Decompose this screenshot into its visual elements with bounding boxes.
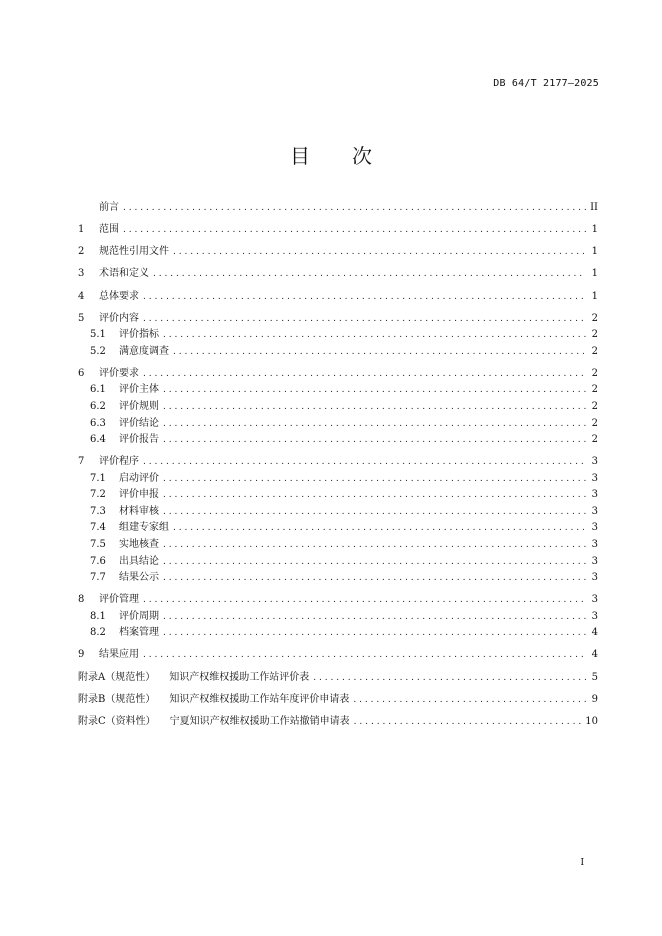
toc-entry-number: 附录B（规范性） bbox=[78, 693, 156, 705]
toc-entry-label: 评价内容 bbox=[99, 312, 139, 324]
toc-dot-leader bbox=[163, 609, 586, 625]
toc-entry-page: 2 bbox=[591, 434, 598, 446]
toc-entry-label: 知识产权维权援助工作站评价表 bbox=[169, 671, 310, 683]
toc-dot-leader bbox=[353, 692, 586, 708]
toc-entry[interactable] bbox=[78, 244, 598, 261]
toc-entry-page: 1 bbox=[591, 224, 598, 236]
toc-dot-leader bbox=[163, 399, 586, 415]
toc-entry-number: 7.4 bbox=[90, 522, 106, 534]
toc-entry-page: 2 bbox=[591, 345, 598, 357]
toc-entry-number: 4 bbox=[78, 290, 85, 302]
toc-dot-leader bbox=[163, 504, 586, 520]
toc-dot-leader bbox=[313, 670, 586, 686]
toc-entry-page: 4 bbox=[591, 649, 598, 661]
toc-entry-number: 6 bbox=[78, 367, 85, 379]
toc-entry-label: 评价报告 bbox=[119, 434, 159, 446]
toc-entry-number: 6.4 bbox=[90, 434, 106, 446]
toc-entry-label: 材料审核 bbox=[119, 505, 159, 517]
toc-dot-leader bbox=[143, 311, 586, 327]
toc-entry[interactable] bbox=[78, 647, 598, 664]
toc-dot-leader bbox=[173, 520, 586, 536]
toc-entry-label: 评价指标 bbox=[119, 329, 159, 341]
toc-entry-label: 评价周期 bbox=[119, 610, 159, 622]
toc-entry-number: 7.3 bbox=[90, 505, 106, 517]
toc-dot-leader bbox=[163, 570, 586, 586]
toc-dot-leader bbox=[354, 714, 582, 730]
toc-entry[interactable] bbox=[78, 416, 598, 433]
toc-dot-leader bbox=[153, 266, 586, 282]
toc-entry-number: 7.5 bbox=[90, 539, 106, 550]
toc-entry-number: 7.1 bbox=[90, 472, 106, 484]
toc-entry-label: 评价申报 bbox=[119, 489, 159, 501]
toc-entry-number: 1 bbox=[78, 224, 85, 236]
toc-entry[interactable] bbox=[78, 471, 598, 488]
toc-entry-label: 规范性引用文件 bbox=[99, 246, 169, 258]
toc-dot-leader bbox=[123, 222, 586, 238]
toc-entry[interactable] bbox=[78, 487, 598, 504]
toc-entry-page: 3 bbox=[591, 555, 598, 567]
toc-entry-number: 6.3 bbox=[90, 417, 106, 429]
toc-dot-leader bbox=[173, 344, 586, 360]
toc-entry[interactable] bbox=[78, 289, 598, 306]
toc-entry[interactable] bbox=[78, 344, 598, 361]
toc-entry-number: 6.2 bbox=[90, 401, 106, 413]
toc-entry[interactable] bbox=[78, 399, 598, 416]
toc-entry-label: 评价管理 bbox=[99, 594, 139, 606]
toc-entry-label: 档案管理 bbox=[119, 627, 159, 639]
toc-dot-leader bbox=[163, 625, 586, 641]
toc-dot-leader bbox=[163, 554, 586, 570]
toc-dot-leader bbox=[143, 454, 586, 470]
toc-entry[interactable] bbox=[78, 609, 598, 626]
toc-entry[interactable] bbox=[78, 592, 598, 609]
toc-entry[interactable] bbox=[78, 366, 598, 383]
toc-entry-page: 2 bbox=[591, 329, 598, 341]
toc-entry[interactable] bbox=[78, 714, 598, 731]
toc-dot-leader bbox=[143, 366, 586, 382]
table-of-contents bbox=[78, 200, 598, 730]
toc-dot-leader bbox=[123, 200, 586, 216]
toc-entry-label: 评价程序 bbox=[99, 456, 139, 468]
toc-dot-leader bbox=[163, 432, 586, 448]
toc-entry[interactable] bbox=[78, 432, 598, 449]
toc-entry-page: 3 bbox=[591, 572, 598, 584]
page-title bbox=[0, 140, 662, 169]
toc-entry[interactable] bbox=[78, 520, 598, 537]
toc-entry-page: 1 bbox=[591, 268, 598, 280]
toc-entry-label: 启动评价 bbox=[119, 472, 159, 484]
toc-entry-label: 前言 bbox=[99, 202, 119, 213]
toc-entry-number: 6.1 bbox=[90, 384, 106, 396]
toc-entry[interactable] bbox=[78, 327, 598, 344]
toc-entry-label: 评价主体 bbox=[119, 384, 159, 396]
toc-dot-leader bbox=[143, 592, 586, 608]
toc-entry-page: 2 bbox=[591, 384, 598, 396]
toc-entry[interactable] bbox=[78, 554, 598, 571]
toc-entry-page: 3 bbox=[591, 594, 598, 606]
toc-entry-number: 7.2 bbox=[90, 489, 106, 501]
toc-entry[interactable] bbox=[78, 670, 598, 687]
toc-entry-number: 8.2 bbox=[90, 627, 106, 639]
toc-entry-page: 9 bbox=[591, 693, 598, 705]
toc-entry-page: 3 bbox=[591, 489, 598, 501]
toc-entry-label: 知识产权维权援助工作站年度评价申请表 bbox=[169, 693, 350, 705]
toc-entry[interactable] bbox=[78, 266, 598, 283]
toc-entry-label: 范围 bbox=[99, 224, 119, 236]
toc-entry-label: 评价规则 bbox=[119, 401, 159, 413]
toc-entry-page: 3 bbox=[591, 472, 598, 484]
toc-entry-label: 评价要求 bbox=[99, 367, 139, 379]
toc-entry-number: 2 bbox=[78, 246, 85, 258]
toc-dot-leader bbox=[143, 647, 586, 663]
toc-entry-number: 7.6 bbox=[90, 555, 106, 567]
toc-entry-label: 术语和定义 bbox=[99, 268, 149, 280]
toc-entry-page: 3 bbox=[591, 539, 598, 550]
toc-entry-label: 出具结论 bbox=[119, 555, 159, 567]
toc-entry-page: 3 bbox=[591, 505, 598, 517]
toc-entry-number: 5 bbox=[78, 312, 85, 324]
toc-entry[interactable] bbox=[78, 625, 598, 642]
toc-entry-page: 4 bbox=[591, 627, 598, 639]
toc-entry[interactable] bbox=[78, 382, 598, 399]
toc-entry-number: 8.1 bbox=[90, 610, 106, 622]
toc-entry-number: 附录A（规范性） bbox=[78, 671, 156, 683]
toc-entry-number: 9 bbox=[78, 649, 85, 661]
toc-entry[interactable] bbox=[78, 311, 598, 328]
toc-entry[interactable] bbox=[78, 454, 598, 471]
toc-entry-page: 3 bbox=[591, 522, 598, 534]
toc-dot-leader bbox=[143, 289, 586, 305]
toc-entry-label: 评价结论 bbox=[119, 417, 159, 429]
toc-dot-leader bbox=[163, 382, 586, 398]
toc-entry-label: 结果应用 bbox=[99, 649, 139, 661]
toc-entry-number: 5.1 bbox=[90, 329, 106, 341]
toc-entry-page: 2 bbox=[591, 417, 598, 429]
toc-entry[interactable] bbox=[78, 504, 598, 521]
standard-code: DB 64/T 2177—2025 bbox=[493, 78, 599, 89]
toc-dot-leader bbox=[173, 244, 586, 260]
toc-entry-label: 满意度调查 bbox=[119, 345, 169, 357]
toc-entry-number: 7.7 bbox=[90, 572, 106, 584]
toc-entry-label: 结果公示 bbox=[119, 572, 159, 584]
toc-entry-page: II bbox=[590, 202, 598, 213]
toc-entry-page: 1 bbox=[591, 290, 598, 302]
toc-dot-leader bbox=[163, 471, 586, 487]
toc-entry[interactable] bbox=[78, 570, 598, 587]
toc-entry-number: 8 bbox=[78, 594, 85, 606]
toc-entry-number: 7 bbox=[78, 456, 85, 468]
toc-entry-label: 宁夏知识产权维权援助工作站撤销申请表 bbox=[169, 715, 350, 727]
title-char-2: 次 bbox=[352, 144, 372, 168]
toc-entry-number: 3 bbox=[78, 268, 85, 280]
toc-entry-page: 5 bbox=[591, 671, 598, 683]
toc-dot-leader bbox=[163, 537, 586, 553]
toc-entry-label: 组建专家组 bbox=[119, 522, 169, 534]
page-number: I bbox=[580, 858, 584, 868]
toc-entry-label: 实地核查 bbox=[119, 539, 159, 550]
toc-entry-page: 3 bbox=[591, 456, 598, 468]
toc-entry-page: 2 bbox=[591, 312, 598, 324]
toc-entry-page: 1 bbox=[591, 246, 598, 258]
toc-entry-number: 附录C（资料性） bbox=[78, 715, 156, 727]
toc-entry[interactable] bbox=[78, 222, 598, 239]
toc-dot-leader bbox=[163, 327, 586, 343]
toc-entry-page: 2 bbox=[591, 401, 598, 413]
toc-entry[interactable] bbox=[78, 692, 598, 709]
toc-entry[interactable] bbox=[78, 200, 598, 217]
toc-entry-number: 5.2 bbox=[90, 345, 106, 357]
toc-dot-leader bbox=[163, 416, 586, 432]
toc-entry[interactable] bbox=[78, 537, 598, 554]
toc-entry-page: 2 bbox=[591, 367, 598, 379]
title-char-1: 目 bbox=[290, 144, 310, 168]
toc-entry-label: 总体要求 bbox=[99, 290, 139, 302]
toc-dot-leader bbox=[163, 487, 586, 503]
toc-entry-page: 10 bbox=[585, 715, 598, 727]
toc-entry-page: 3 bbox=[591, 610, 598, 622]
